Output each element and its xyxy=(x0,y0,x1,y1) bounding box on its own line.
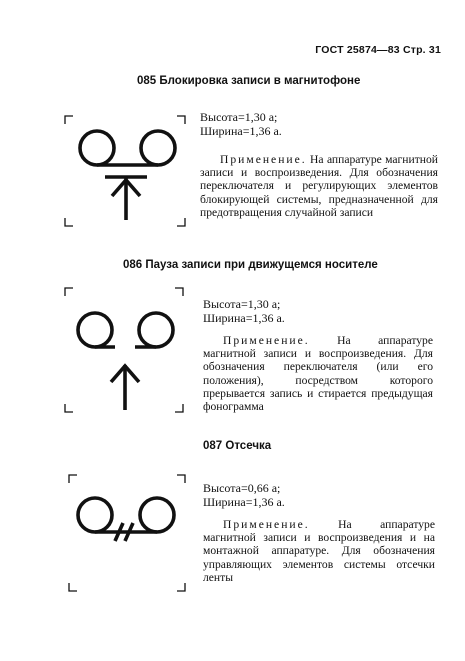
application-label-087: Применение. xyxy=(223,518,310,531)
height-spec-087: Высота=0,66 a; xyxy=(203,481,281,495)
height-spec-085: Высота=1,30 a; xyxy=(200,110,278,124)
tape-cutoff-icon xyxy=(55,465,195,595)
description-085 xyxy=(200,153,438,219)
tape-recording-lock-icon xyxy=(55,108,195,233)
section-title-087: 087 Отсечка xyxy=(203,440,272,452)
application-text-085: На аппаратуре магнитной записи и воспроизведения. Для обозначения переключателя и регулирующих элементов блокирующей системы, предназначенной для предотвращения случайной записи xyxy=(200,153,438,219)
description-086 xyxy=(203,334,433,413)
application-label-086: Применение. xyxy=(223,334,310,347)
width-spec-086: Ширина=1,36 a. xyxy=(203,311,285,325)
width-spec-087: Ширина=1,36 a. xyxy=(203,495,285,509)
section-title-086: 086 Пауза записи при движущемся носителе xyxy=(123,259,378,271)
width-spec-085: Ширина=1,36 a. xyxy=(200,124,282,138)
application-text-086: На аппаратуре магнитной записи и воспроизведения. Для обозначения переключателя (или его положения), посредством которого прерывается запись и стирается предыдущая фонограмма xyxy=(203,334,433,414)
height-spec-086: Высота=1,30 a; xyxy=(203,297,281,311)
description-087 xyxy=(203,518,435,584)
application-label-085: Применение. xyxy=(220,153,307,166)
application-text-087: На аппаратуре магнитной записи и воспроизведения и на монтажной аппаратуре. Для обозначения управляющих элементов системы отсечки ленты xyxy=(203,518,435,584)
recording-pause-icon xyxy=(55,280,195,420)
page-header: ГОСТ 25874—83 Стр. 31 xyxy=(315,44,441,56)
section-title-085: 085 Блокировка записи в магнитофоне xyxy=(137,75,361,87)
